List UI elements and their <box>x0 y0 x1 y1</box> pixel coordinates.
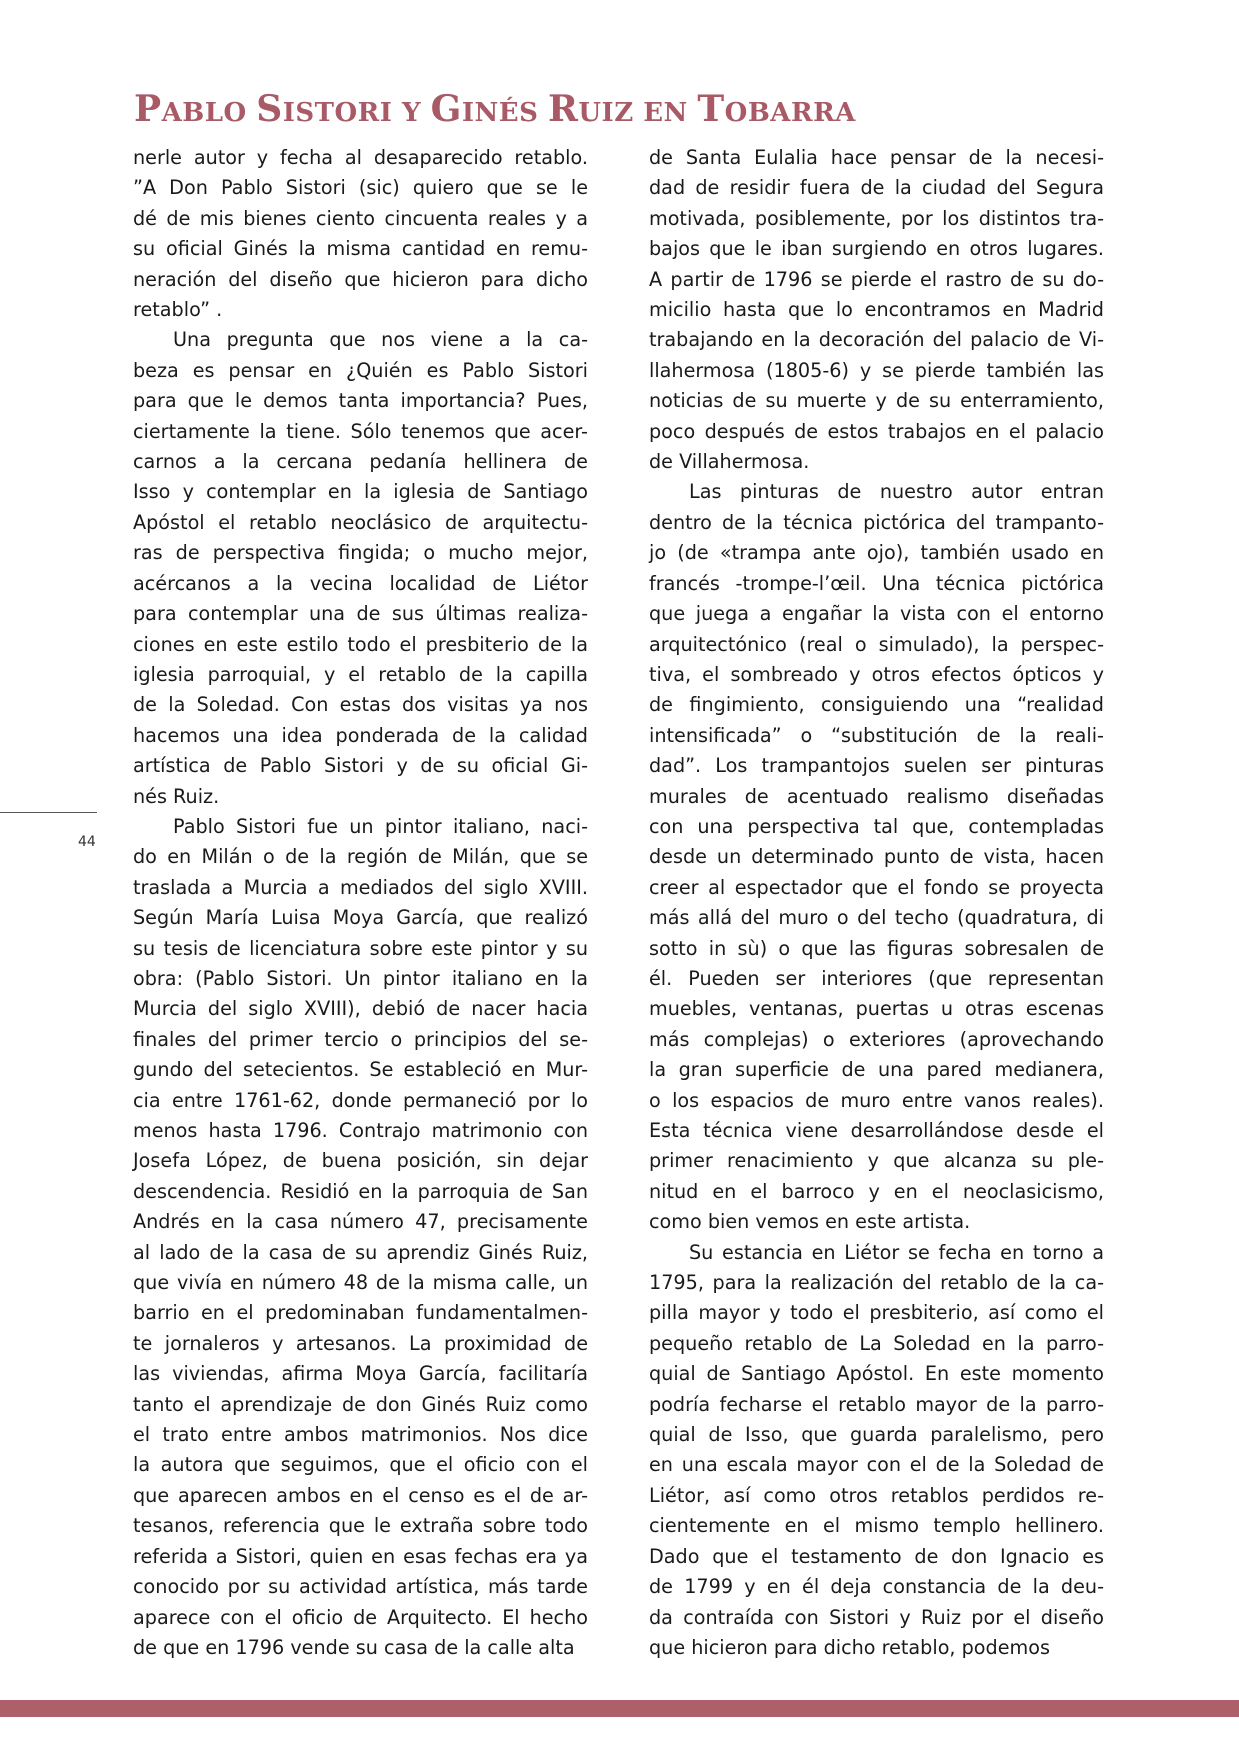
text-line: finales del primer tercio o principios del se- <box>133 1027 588 1051</box>
text-line: micilio hasta que lo encontramos en Madrid <box>649 298 1104 322</box>
text-line: Según María Luisa Moya García, que realizó <box>133 906 588 930</box>
title-part: ABLO <box>161 98 257 129</box>
text-line: neración del diseño que hicieron para dicho <box>133 267 588 291</box>
text-line: barrio en el predominaban fundamentalmen- <box>133 1301 588 1325</box>
text-line: Murcia del siglo XVIII), debió de nacer hacia <box>133 997 588 1021</box>
text-line: noticias de su muerte y de su enterramiento, <box>649 389 1104 413</box>
text-line: él. Pueden ser interiores (que representan <box>649 966 1104 990</box>
text-line: artística de Pablo Sistori y de su oficial Gi- <box>133 754 588 778</box>
title-part: Y <box>401 98 431 129</box>
text-line: beza es pensar en ¿Quién es Pablo Sistori <box>133 358 588 382</box>
text-line: obra: (Pablo Sistori. Un pintor italiano en la <box>133 966 588 990</box>
text-line: cientemente en el mismo templo hellinero. <box>649 1514 1104 1538</box>
text-line: de fingimiento, consiguiendo una “realidad <box>649 693 1104 717</box>
text-line: jo (de «trampa ante ojo), también usado en <box>649 541 1104 565</box>
title-part: G <box>430 88 462 131</box>
title-part: R <box>547 88 579 131</box>
text-line: el trato entre ambos matrimonios. Nos dice <box>133 1423 588 1447</box>
text-line: poco después de estos trabajos en el palacio <box>649 419 1104 443</box>
text-line: retablo” . <box>133 298 223 322</box>
text-line: hacemos una idea ponderada de la calidad <box>133 723 588 747</box>
text-line: nitud en el barroco y en el neoclasicismo, <box>649 1179 1104 1203</box>
text-line: do en Milán o de la región de Milán, que se <box>133 845 588 869</box>
text-line: descendencia. Residió en la parroquia de San <box>133 1179 588 1203</box>
text-line: ”A Don Pablo Sistori (sic) quiero que se le <box>133 176 588 200</box>
margin-rule <box>0 812 97 813</box>
text-line: traslada a Murcia a mediados del siglo XVIII. <box>133 875 588 899</box>
text-line: ciertamente la tiene. Sólo tenemos que acer- <box>133 419 588 443</box>
text-line: referida a Sistori, quien en esas fechas era ya <box>133 1544 588 1568</box>
text-line: con una perspectiva tal que, contempladas <box>649 814 1104 838</box>
text-line: tesanos, referencia que le extraña sobre todo <box>133 1514 588 1538</box>
text-line: como bien vemos en este artista. <box>649 1210 971 1234</box>
text-line: sotto in sù) o que las figuras sobresalen de <box>649 936 1104 960</box>
text-line: nerle autor y fecha al desaparecido retablo. <box>133 146 588 169</box>
text-line: de la Soledad. Con estas dos visitas ya nos <box>133 693 588 717</box>
left-column <box>133 143 588 1663</box>
title-part: EN <box>643 98 698 129</box>
text-line: Esta técnica viene desarrollándose desde el <box>649 1119 1104 1142</box>
text-line: gundo del setecientos. Se estableció en Mur- <box>133 1058 588 1082</box>
text-line: tanto el aprendizaje de don Ginés Ruiz como <box>133 1392 588 1416</box>
title-part: UIZ <box>578 98 644 129</box>
text-line: de Villahermosa. <box>649 450 810 474</box>
footer-bar <box>0 1700 1239 1717</box>
text-line: muebles, ventanas, puertas u otras escenas <box>649 997 1104 1021</box>
text-line: creer al espectador que el fondo se proyecta <box>649 875 1104 899</box>
text-line: carnos a la cercana pedanía hellinera de <box>133 450 588 474</box>
text-line: Isso y contemplar en la iglesia de Santiago <box>133 480 588 504</box>
text-line: su tesis de licenciatura sobre este pintor y su <box>133 936 588 960</box>
title-part: OBARRA <box>724 98 856 129</box>
text-line: que juega a engañar la vista con el entorno <box>649 602 1104 626</box>
text-line: iglesia parroquial, y el retablo de la capilla <box>133 662 588 686</box>
text-line: dé de mis bienes ciento cincuenta reales y a <box>133 206 588 230</box>
text-line: Las pinturas de nuestro autor entran <box>689 480 1104 504</box>
text-line: trabajando en la decoración del palacio de Vi- <box>649 328 1104 352</box>
page-number: 44 <box>78 834 96 850</box>
text-line: Andrés en la casa número 47, precisamente <box>133 1210 588 1234</box>
text-line: la autora que seguimos, que el oficio con el <box>133 1453 588 1477</box>
text-line: intensificada” o “substitución de la reali- <box>649 723 1104 747</box>
text-line: desde un determinado punto de vista, hacen <box>649 845 1104 869</box>
text-line: o los espacios de muro entre vanos reales). <box>649 1088 1104 1112</box>
text-line: podría fecharse el retablo mayor de la parro- <box>649 1392 1104 1416</box>
text-line: pequeño retablo de La Soledad en la parro- <box>649 1331 1104 1355</box>
text-line: su oficial Ginés la misma cantidad en remu- <box>133 237 588 261</box>
text-line: Liétor, así como otros retablos perdidos re- <box>649 1483 1104 1507</box>
text-line: más allá del muro o del techo (quadratura, di <box>649 906 1104 930</box>
text-line: dad de residir fuera de la ciudad del Segura <box>649 176 1104 200</box>
text-line: en una escala mayor con el de la Soledad de <box>649 1453 1104 1477</box>
title-part: INÉS <box>461 98 548 129</box>
text-line: cia entre 1761-62, donde permaneció por lo <box>133 1088 588 1112</box>
text-line: de 1799 y en él deja constancia de la deu- <box>649 1575 1104 1599</box>
text-line: dentro de la técnica pictórica del trampanto- <box>649 510 1104 534</box>
text-line: francés -trompe-l’œil. Una técnica pictórica <box>649 571 1104 595</box>
text-line: la gran superficie de una pared medianera, <box>649 1058 1104 1082</box>
text-line: dad”. Los trampantojos suelen ser pinturas <box>649 754 1104 778</box>
text-line: de que en 1796 vende su casa de la calle alta <box>133 1635 575 1659</box>
text-line: Pablo Sistori fue un pintor italiano, naci- <box>173 814 588 838</box>
text-line: bajos que le iban surgiendo en otros lugares. <box>649 237 1104 261</box>
page-title <box>134 88 856 130</box>
text-line: que vivía en número 48 de la misma calle, un <box>133 1271 588 1295</box>
text-line: que aparecen ambos en el censo es el de ar- <box>133 1483 588 1507</box>
title-part: S <box>256 88 283 131</box>
text-line: aparece con el oficio de Arquitecto. El hecho <box>133 1605 588 1629</box>
text-line: pilla mayor y todo el presbiterio, así como el <box>649 1301 1104 1325</box>
title-part: P <box>134 88 162 131</box>
text-line: acércanos a la vecina localidad de Liétor <box>133 571 588 595</box>
text-line: Una pregunta que nos viene a la ca- <box>173 328 588 352</box>
text-line: nés Ruiz. <box>133 784 220 808</box>
title-part: ISTORI <box>282 98 402 129</box>
text-line: ras de perspectiva fingida; o mucho mejor, <box>133 541 588 565</box>
text-line: Su estancia en Liétor se fecha en torno a <box>689 1240 1104 1264</box>
text-line: motivada, posiblemente, por los distintos tra- <box>649 206 1104 230</box>
text-line: te jornaleros y artesanos. La proximidad de <box>133 1331 588 1355</box>
text-line: conocido por su actividad artística, más tarde <box>133 1575 588 1599</box>
text-line: arquitectónico (real o simulado), la perspec- <box>649 632 1104 656</box>
text-line: Apóstol el retablo neoclásico de arquitectu- <box>133 510 588 534</box>
text-line: llahermosa (1805-6) y se pierde también las <box>649 358 1104 382</box>
text-line: para que le demos tanta importancia? Pues, <box>133 389 588 413</box>
right-column <box>649 143 1104 1663</box>
text-line: Dado que el testamento de don Ignacio es <box>649 1544 1104 1568</box>
text-line: tiva, el sombreado y otros efectos ópticos y <box>649 662 1104 686</box>
text-line: ciones en este estilo todo el presbiterio de la <box>133 632 588 656</box>
text-line: al lado de la casa de su aprendiz Ginés Ruiz, <box>133 1240 588 1264</box>
text-line: primer renacimiento y que alcanza su ple- <box>649 1149 1104 1173</box>
text-line: quial de Santiago Apóstol. En este momento <box>649 1362 1104 1386</box>
text-line: menos hasta 1796. Contrajo matrimonio con <box>133 1119 588 1142</box>
text-line: da contraída con Sistori y Ruiz por el diseño <box>649 1605 1104 1629</box>
title-part: T <box>697 88 725 131</box>
text-line: Josefa López, de buena posición, sin dejar <box>133 1149 588 1173</box>
text-line: para contemplar una de sus últimas realiza- <box>133 602 588 626</box>
text-line: A partir de 1796 se pierde el rastro de su do- <box>649 267 1104 291</box>
text-line: que hicieron para dicho retablo, podemos <box>649 1635 1050 1659</box>
text-line: murales de acentuado realismo diseñadas <box>649 784 1104 808</box>
text-line: más complejas) o exteriores (aprovechando <box>649 1027 1104 1051</box>
text-line: de Santa Eulalia hace pensar de la necesi- <box>649 146 1104 169</box>
text-line: quial de Isso, que guarda paralelismo, pero <box>649 1423 1104 1447</box>
text-line: 1795, para la realización del retablo de la ca- <box>649 1271 1104 1295</box>
text-line: las viviendas, afirma Moya García, facilitaría <box>133 1362 588 1386</box>
